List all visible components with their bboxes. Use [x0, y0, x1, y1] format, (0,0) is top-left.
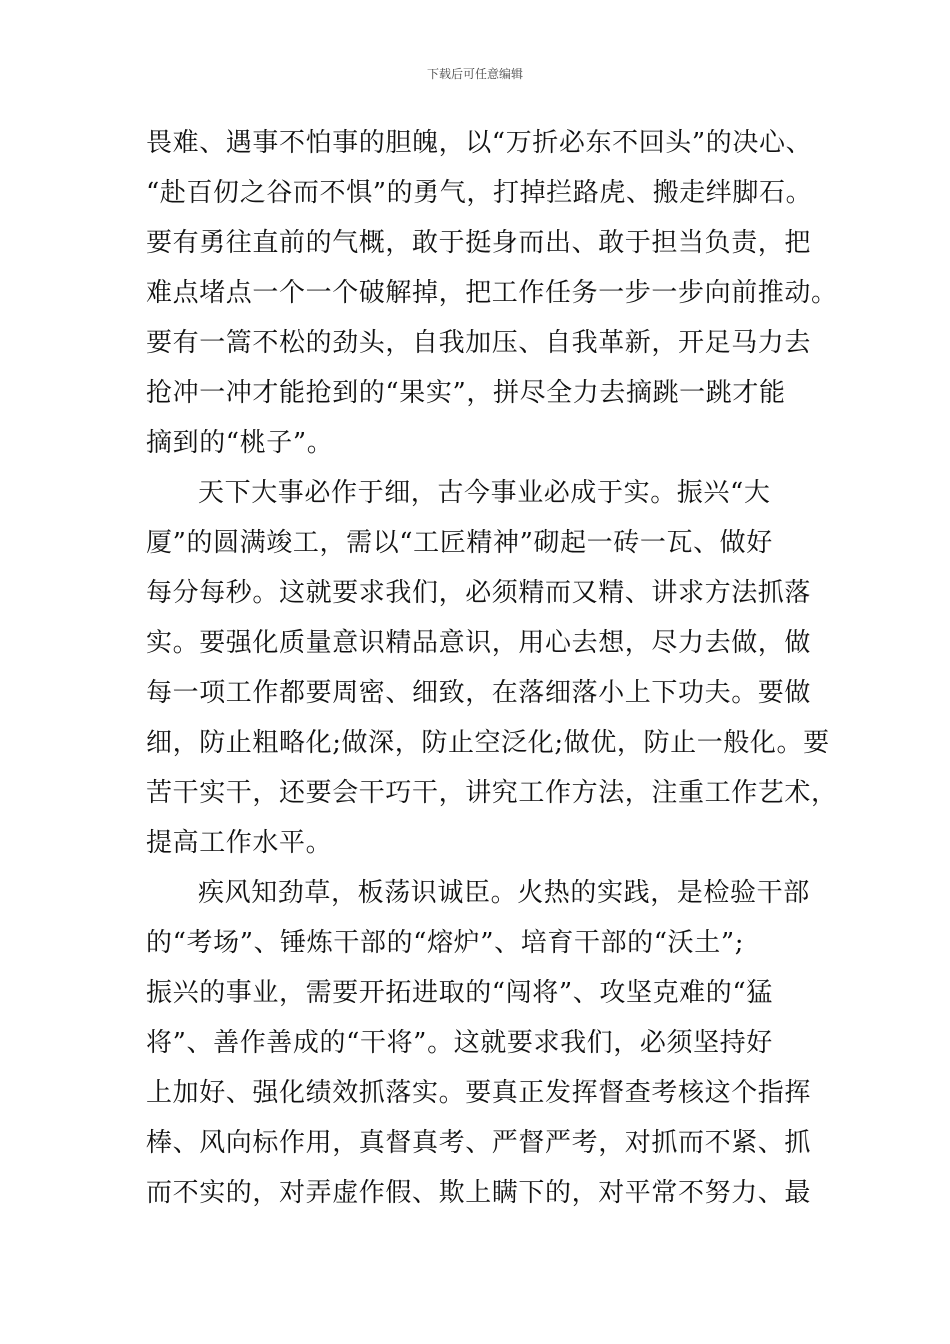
- text-line: 实。要强化质量意识精品意识，用心去想，尽力去做，做: [146, 628, 812, 658]
- paragraph-3: [146, 868, 812, 1218]
- paragraph-1: [146, 118, 838, 468]
- text-line: 振兴的事业，需要开拓进取的“闯将”、攻坚克难的“猛: [146, 978, 773, 1008]
- text-line: 难点堵点一个一个破解掉，把工作任务一步一步向前推动。: [146, 278, 838, 308]
- text-line: 疾风知劲草，板荡识诚臣。火热的实践，是检验干部: [198, 878, 810, 908]
- text-line: 摘到的“桃子”。: [146, 428, 334, 458]
- text-line: 将”、善作善成的“干将”。这就要求我们，必须坚持好: [146, 1028, 773, 1058]
- text-line: 每一项工作都要周密、细致，在落细落小上下功夫。要做: [146, 678, 812, 708]
- text-line: 棒、风向标作用，真督真考、严督严考，对抓而不紧、抓: [146, 1128, 812, 1158]
- text-line: 畏难、遇事不怕事的胆魄，以“万折必东不回头”的决心、: [146, 128, 813, 158]
- page-header: 下载后可任意编辑: [426, 67, 523, 81]
- text-line: 每分每秒。这就要求我们，必须精而又精、讲求方法抓落: [146, 578, 812, 608]
- text-line: 上加好、强化绩效抓落实。要真正发挥督查考核这个指挥: [146, 1078, 812, 1108]
- text-line: 苦干实干，还要会干巧干，讲究工作方法，注重工作艺术，: [146, 778, 838, 808]
- paragraph-2: [146, 468, 838, 868]
- text-line: 天下大事必作于细，古今事业必成于实。振兴“大: [198, 478, 771, 508]
- body-text: [146, 118, 838, 1218]
- text-line: 要有勇往直前的气概，敢于挺身而出、敢于担当负责，把: [146, 228, 812, 258]
- text-line: 的“考场”、锤炼干部的“熔炉”、培育干部的“沃土”;: [146, 928, 745, 958]
- text-line: “赴百仞之谷而不惧”的勇气，打掉拦路虎、搬走绊脚石。: [146, 178, 813, 208]
- text-line: 而不实的，对弄虚作假、欺上瞒下的，对平常不努力、最: [146, 1178, 812, 1208]
- text-line: 厦”的圆满竣工，需以“工匠精神”砌起一砖一瓦、做好: [146, 528, 773, 558]
- text-line: 要有一篙不松的劲头，自我加压、自我革新，开足马力去: [146, 328, 812, 358]
- text-line: 细，防止粗略化;做深，防止空泛化;做优，防止一般化。要: [146, 728, 830, 758]
- text-line: 抢冲一冲才能抢到的“果实”，拼尽全力去摘跳一跳才能: [146, 378, 786, 408]
- text-line: 提高工作水平。: [146, 828, 333, 858]
